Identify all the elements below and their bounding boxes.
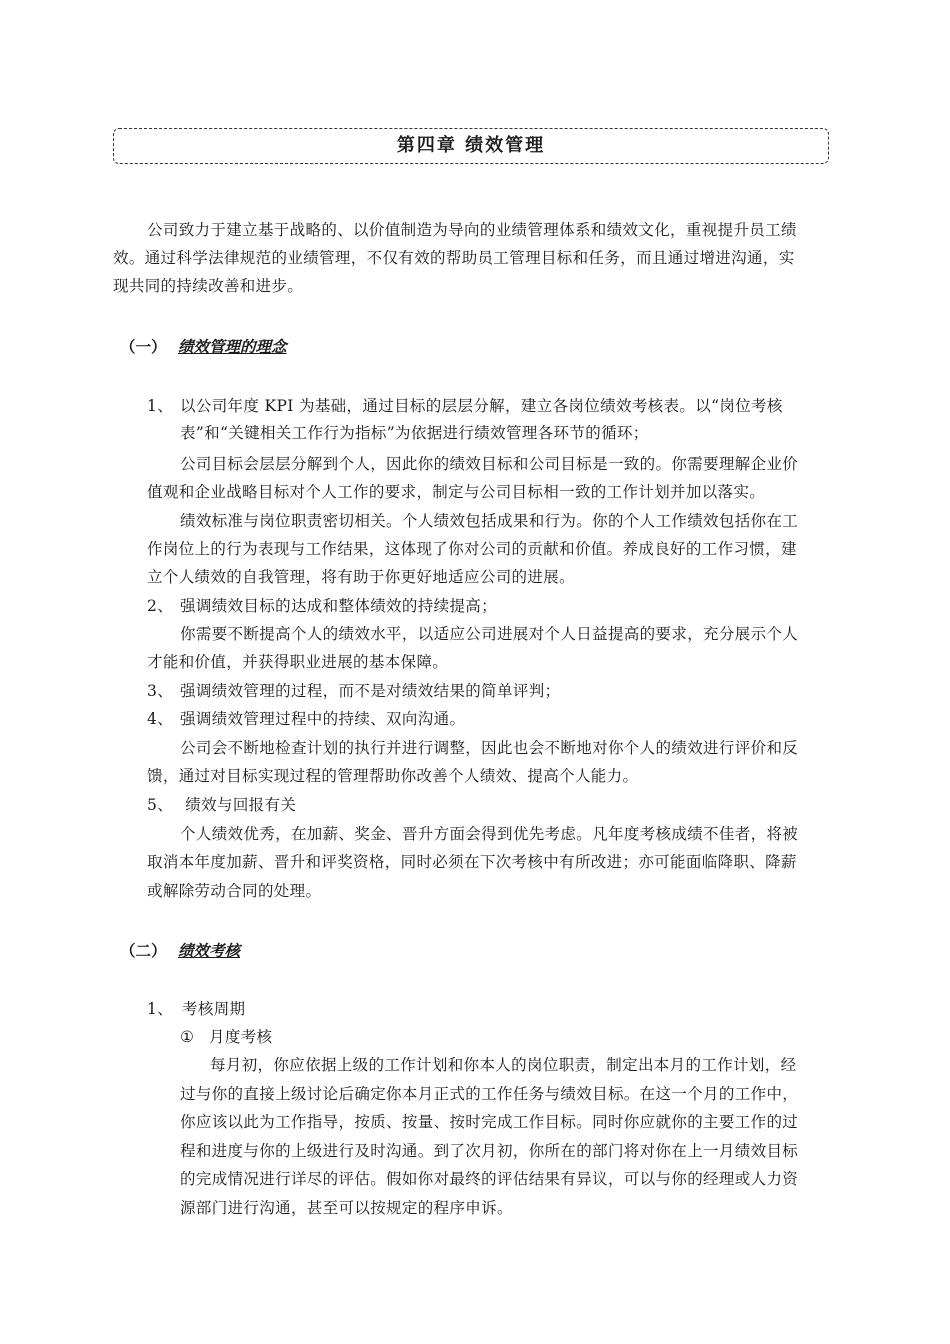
list-item — [147, 594, 497, 616]
section-1-number: （一） — [120, 337, 167, 356]
item-text: 绩效与回报有关 — [180, 796, 297, 814]
sub-item-number: ① — [180, 1028, 195, 1046]
paragraph-line: 过与你的直接上级讨论后确定你本月正式的工作任务与绩效目标。在这一个月的工作中， — [180, 1085, 799, 1103]
paragraph-line: 每月初，你应依据上级的工作计划和你本人的岗位职责，制定出本月的工作计划，经 — [210, 1056, 797, 1074]
sub-item — [180, 1025, 272, 1047]
section-2-title: 绩效考核 — [178, 941, 241, 960]
item-text: 强调绩效目标的达成和整体绩效的持续提高； — [180, 597, 498, 615]
item-text: 考核周期 — [182, 1000, 246, 1018]
list-item — [147, 997, 245, 1019]
item-number: 5、 — [147, 796, 174, 814]
item-number: 2、 — [147, 597, 174, 615]
list-item — [147, 394, 783, 416]
section-2-heading — [120, 939, 240, 961]
intro-line-2: 效。通过科学法律规范的业绩管理，不仅有效的帮助员工管理目标和任务，而且通过增进沟通，实 — [113, 249, 795, 267]
paragraph-line: 程和进度与你的上级进行及时沟通。到了次月初，你所在的部门将对你在上一月绩效目标 — [180, 1142, 799, 1160]
paragraph-line: 值观和企业战略目标对个人工作的要求，制定与公司目标相一致的工作计划并加以落实。 — [147, 483, 766, 501]
section-2-number: （二） — [120, 941, 167, 960]
paragraph-line: 源部门进行沟通，甚至可以按规定的程序申诉。 — [180, 1199, 513, 1217]
list-item — [147, 679, 560, 701]
paragraph-line: 绩效标准与岗位职责密切相关。个人绩效包括成果和行为。你的个人工作绩效包括你在工 — [180, 512, 799, 530]
item-text: 强调绩效管理的过程，而不是对绩效结果的简单评判； — [180, 682, 561, 700]
paragraph-line: 取消本年度加薪、晋升和评奖资格，同时必须在下次考核中有所改进；亦可能面临降职、降薪 — [147, 853, 797, 871]
paragraph-line: 立个人绩效的自我管理，将有助于你更好地适应公司的进展。 — [147, 568, 575, 586]
paragraph-line: 作岗位上的行为表现与工作结果，这体现了你对公司的贡献和价值。养成良好的工作习惯，建 — [147, 540, 797, 558]
paragraph-line: 你需要不断提高个人的绩效水平，以适应公司进展对个人日益提高的要求，充分展示个人 — [180, 625, 799, 643]
item-text: 以公司年度 KPI 为基础，通过目标的层层分解，建立各岗位绩效考核表。以“岗位考核 — [180, 397, 783, 415]
paragraph-line: 或解除劳动合同的处理。 — [147, 882, 322, 900]
list-item-continuation: 表”和“关键相关工作行为指标”为依据进行绩效管理各环节的循环； — [180, 424, 649, 442]
paragraph-line: 馈，通过对目标实现过程的管理帮助你改善个人绩效、提高个人能力。 — [147, 767, 639, 785]
paragraph-line: 公司目标会层层分解到个人，因此你的绩效目标和公司目标是一致的。你需要理解企业价 — [180, 455, 799, 473]
section-1-heading — [120, 335, 287, 357]
item-number: 1、 — [147, 1000, 174, 1018]
list-item — [147, 793, 296, 815]
chapter-title: 第四章 绩效管理 — [113, 128, 829, 164]
paragraph-line: 个人绩效优秀，在加薪、奖金、晋升方面会得到优先考虑。凡年度考核成绩不佳者，将被 — [180, 825, 799, 843]
item-number: 4、 — [147, 710, 174, 728]
paragraph-line: 你应该以此为工作指导，按质、按量、按时完成工作目标。同时你应就你的主要工作的过 — [180, 1113, 799, 1131]
intro-line-3: 现共同的持续改善和进步。 — [113, 277, 304, 295]
sub-item-text: 月度考核 — [209, 1028, 273, 1046]
list-item — [147, 707, 465, 729]
item-number: 3、 — [147, 682, 174, 700]
item-number: 1、 — [147, 397, 174, 415]
paragraph-line: 的完成情况进行详尽的评估。假如你对最终的评估结果有异议，可以与你的经理或人力资 — [180, 1170, 799, 1188]
intro-line-1: 公司致力于建立基于战略的、以价值制造为导向的业绩管理体系和绩效文化，重视提升员工绩 — [147, 221, 797, 239]
paragraph-line: 才能和价值，并获得职业进展的基本保障。 — [147, 653, 449, 671]
paragraph-line: 公司会不断地检查计划的执行并进行调整，因此也会不断地对你个人的绩效进行评价和反 — [180, 739, 799, 757]
section-1-title: 绩效管理的理念 — [178, 337, 287, 356]
item-text: 强调绩效管理过程中的持续、双向沟通。 — [180, 710, 466, 728]
